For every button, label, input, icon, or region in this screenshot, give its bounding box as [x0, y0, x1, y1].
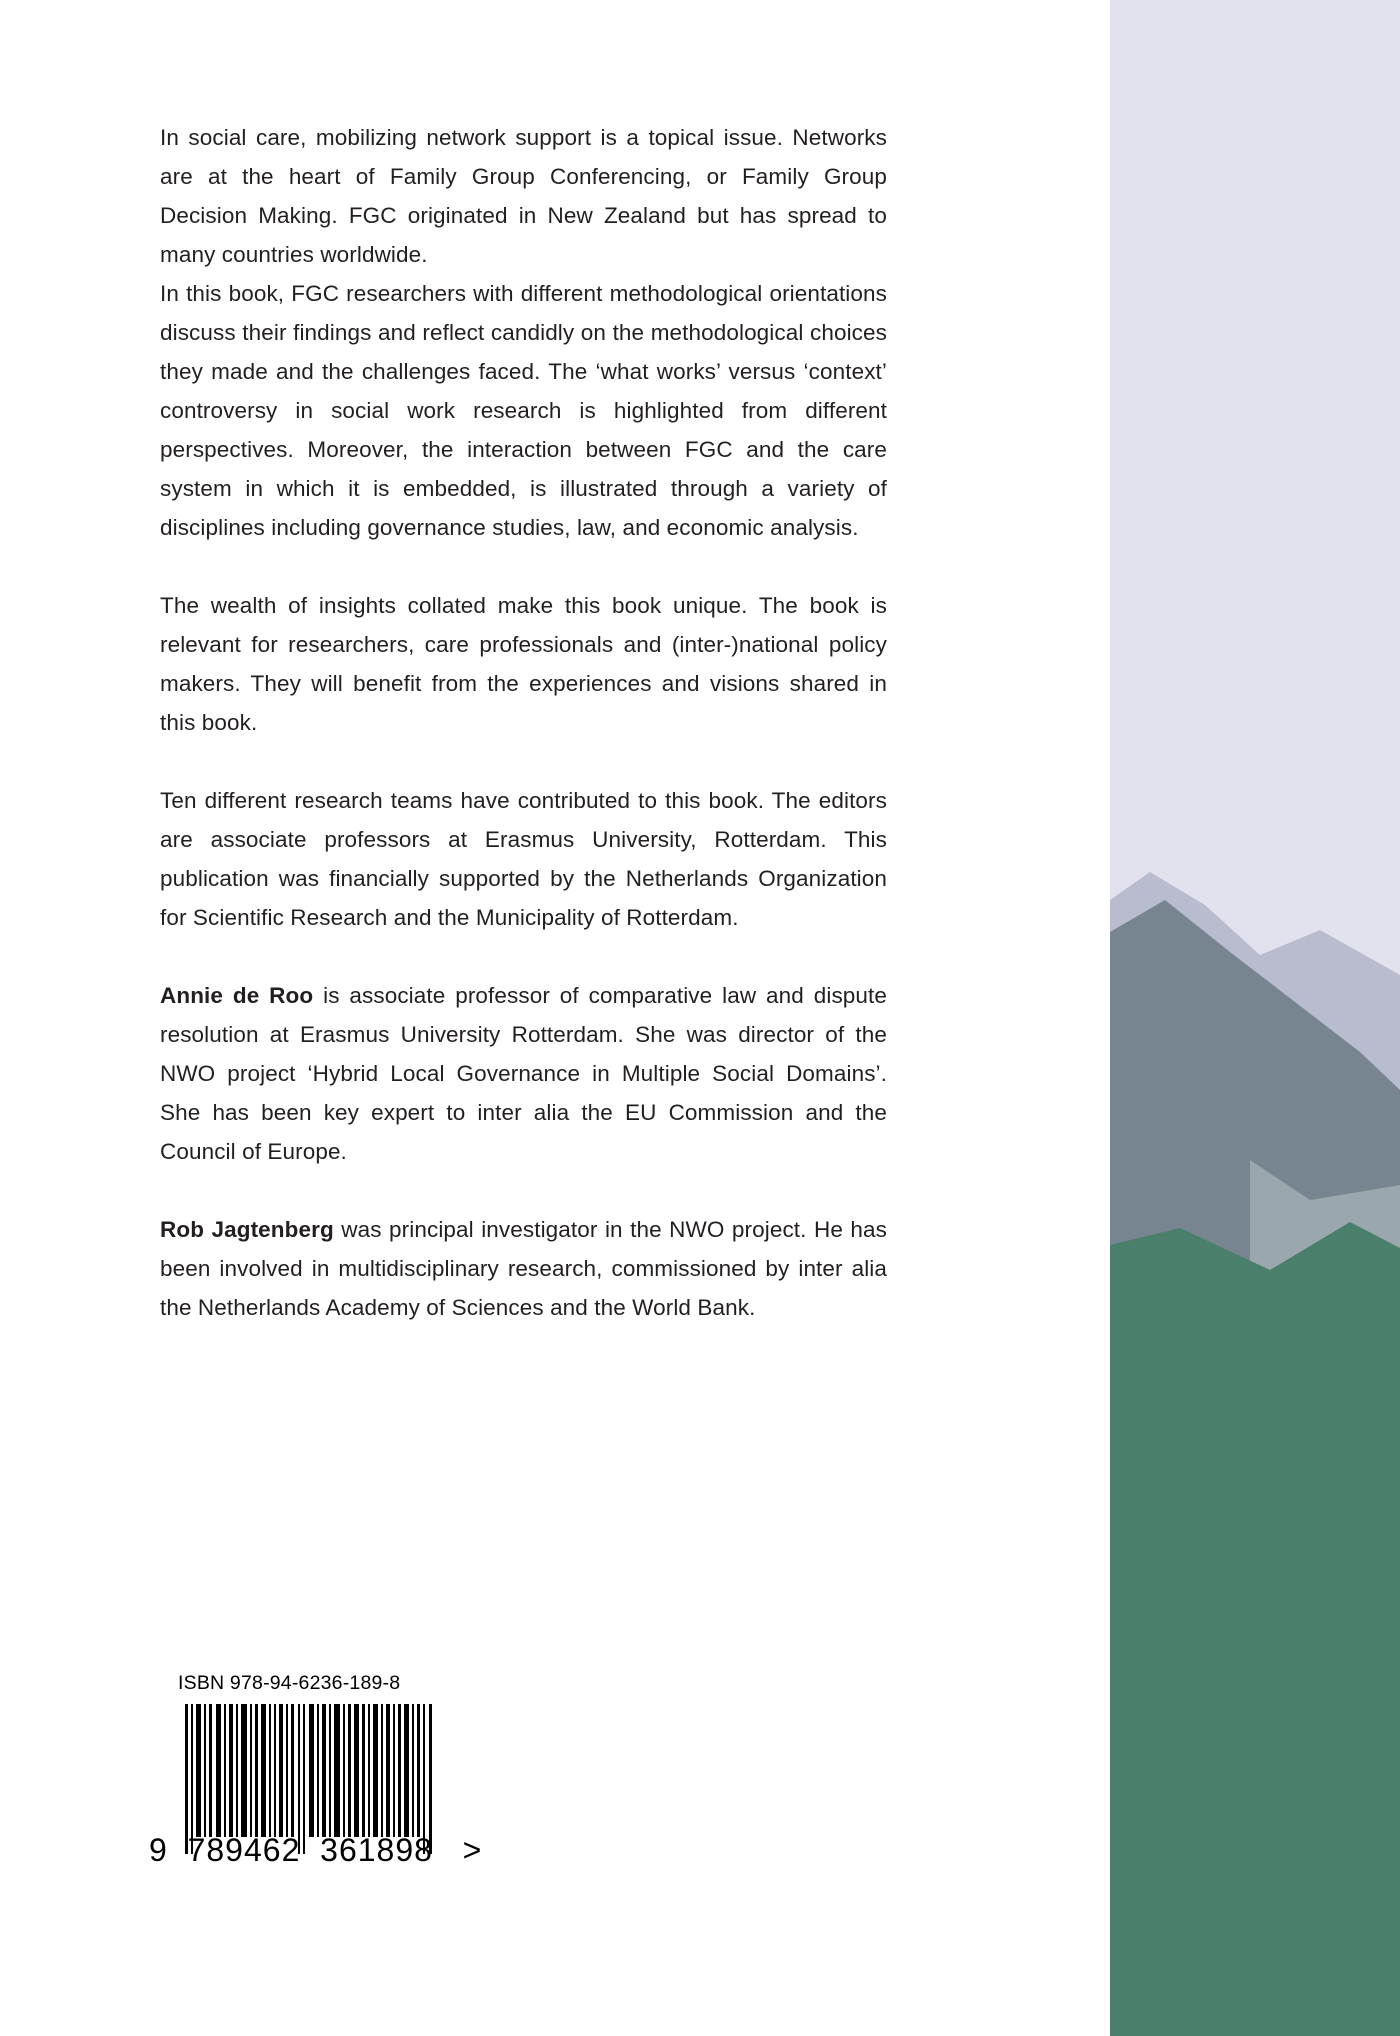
author-bio-1 [160, 976, 887, 1171]
isbn-block [149, 1672, 508, 1868]
blurb-paragraph-2: In this book, FGC researchers with different methodological orientations discuss their findings and reflect candidly on the methodological choices they made and the challenges faced. The ‘what works’ versus ‘context’ controversy in social work research is highlighted from different perspectives. Moreover, the interaction between FGC and the care system in which it is embedded, is illustrated through a variety of disciplines including governance studies, law, and economic analysis. [160, 281, 887, 540]
back-cover-blurb [160, 118, 887, 1327]
blurb-paragraph-1: In social care, mobilizing network support is a topical issue. Networks are at the heart of Family Group Conferencing, or Family Group Decision Making. FGC originated in New Zealand but has spread to many countries worldwide. [160, 125, 887, 267]
isbn-label: ISBN 978-94-6236-189-8 [178, 1672, 401, 1694]
isbn-barcode [149, 1704, 483, 1868]
author-bio-2 [160, 1210, 887, 1327]
landscape-illustration [1110, 0, 1400, 2036]
author-name-1: Annie de Roo [160, 983, 314, 1008]
cover-artwork-band [1110, 0, 1400, 2036]
blurb-paragraph-4: Ten different research teams have contributed to this book. The editors are associate professors at Erasmus University, Rotterdam. This publication was financially supported by the Netherlands Organization for Scientific Research and the Municipality of Rotterdam. [160, 788, 887, 930]
barcode-digits: 9 789462 361898 > [149, 1832, 483, 1868]
author-bio-text-2: was principal investigator in the NWO project. He has been involved in multidisciplinary research, commissioned by inter alia the Netherlands Academy of Sciences and the World Bank. [160, 1217, 887, 1320]
author-bio-text-1: is associate professor of comparative law and dispute resolution at Erasmus University Rotterdam. She was director of the NWO project ‘Hybrid Local Governance in Multiple Social Domains’. She has been key expert to inter alia the EU Commission and the Council of Europe. [160, 983, 887, 1164]
blurb-paragraph-3: The wealth of insights collated make this book unique. The book is relevant for researchers, care professionals and (inter-)national policy makers. They will benefit from the experiences and visions shared in this book. [160, 593, 887, 735]
author-name-2: Rob Jagtenberg [160, 1217, 334, 1242]
